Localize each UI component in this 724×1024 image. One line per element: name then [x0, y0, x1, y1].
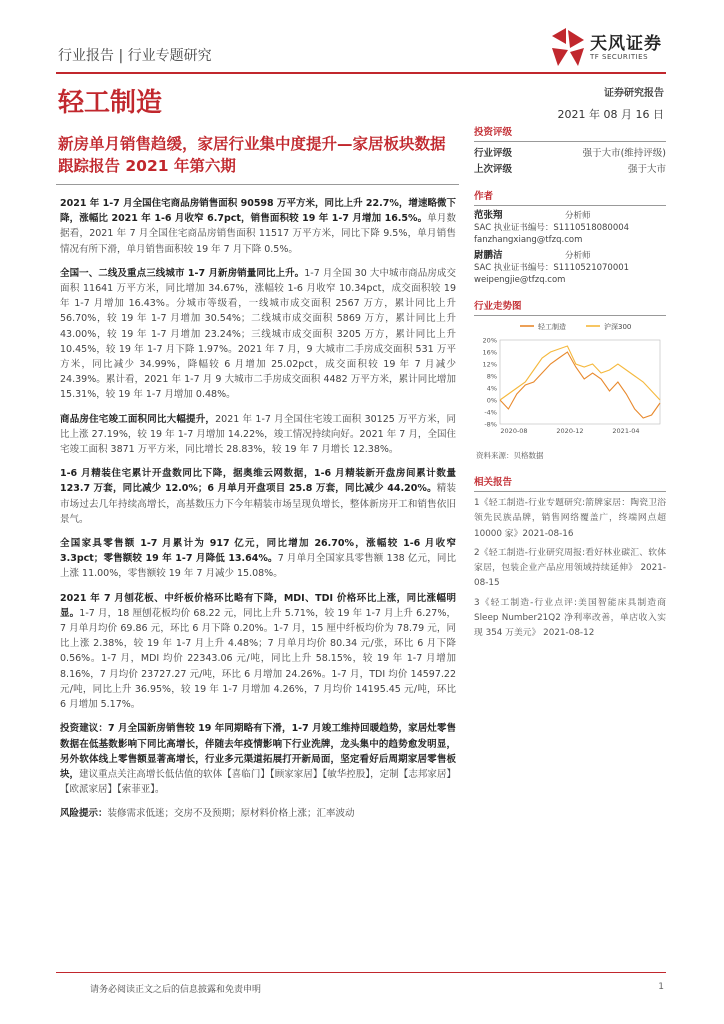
chart-source: 资料来源：贝格数据: [476, 451, 544, 460]
related-report-item[interactable]: 2《轻工制造-行业研究周报:看好林业碳汇、软体家居，包装企业产品应用领域持续延伸》 2021-08-15: [474, 547, 666, 589]
city-sales-paragraph: 全国一、二线及重点三线城市 1-7 月新房销量同比上升。1-7 月全国 30 大中城市商品房成交面积 11641 万平方米，同比增加 34.67%，涨幅较 1-6 月收窄 10.34pct，成交面积较 19 年 1-7 月增加 16.43%。分城市等级看，一线城市成交面积 2567 万方，累计同比上升 56.70%，较 19 年 1-7 月增加 30.54%；二线城市成交面积 5869 万方，累计同比上升 43.00%，较 19 年 1-7 月增加 23.24%；三线城市成交面积 3205 万方，累计同比上升 10.45%，较 19 年 1-7 月下降 1.97%。2021 年 7 月，9 大城市二手房成交面积 531 万平方米，同比减少 34.99%，降幅较 6 月增加 25.02pct，成交面积较 19 年 7 月减少 24.39%。累计看，2021 年 1-7 月 9 大城市二手房成交面积 4482 万平方米，累计同比增加 15.31%，较 19 年 1-7 月增加 0.48%。: [60, 267, 456, 401]
furniture-retail-paragraph: 全国家具零售额 1-7 月累计为 917 亿元，同比增加 26.70%，涨幅较 1-6 月收窄 3.3pct；零售额较 19 年 1-7 月降低 13.64%。7 月单月全国家具零售额 138 亿元，同比上涨 11.00%，零售额较 19 年 7 月减少 15.08%。: [60, 538, 456, 580]
rating-row-industry: [474, 146, 666, 162]
risk-warning: 风险提示：装修需求低迷；交房不及预期；原材料价格上涨；汇率波动: [60, 808, 355, 820]
trend-chart: [474, 314, 666, 438]
investment-advice-paragraph: 投资建议：7 月全国新房销售较 19 年同期略有下滑，1-7 月竣工维持回暖趋势，家居灶零售数据在低基数影响下同比高增长，伴随去年疫情影响下行业洗牌，龙头集中的趋势愈发明显，另外软体线上零售额显著高增长，行业多元渠道拓展打开新局面，坚定看好后周期家居零售板块，建议重点关注高增长低估值的软体【喜临门】【顾家家居】【敏华控股】，定制【志邦家居】【欧派家居】【索菲亚】。: [60, 723, 456, 796]
footer-rule: [56, 972, 666, 973]
analyst-email[interactable]: fanzhangxiang@tfzq.com: [474, 235, 583, 245]
logo-text-cn: 天风证券: [590, 34, 662, 54]
x-tick-label: 2020-12: [556, 427, 584, 435]
y-tick-label: 4%: [486, 384, 497, 393]
rating-row-previous: [474, 162, 666, 178]
main-body: [60, 196, 456, 831]
raw-material-paragraph: 2021 年 7 月刨花板、中纤板价格环比略有下降，MDI、TDI 价格环比上涨，同比涨幅明显。1-7 月，18 厘刨花板均价 68.22 元，同比上升 5.71%，较 19 年 1-7 月上升 6.27%，7 月单月均价 69.86 元，环比 6 月下降 0.20%。1-7 月，15 厘中纤板均价为 78.79 元，同比上涨 2.38%，较 19 年 1-7 月上升 4.48%；7 月单月均价 80.34 元/张，环比 6 月下降 0.56%。1-7 月，MDI 均价 22343.06 元/吨，同比上升 58.15%，较 19 年 1-7 月增加 8.16%，7 月均价 23727.27 元/吨，环比 6 月增加 24.26%。1-7 月，TDI 均价 14597.22 元/吨，同比上升 36.95%，较 19 年 1-7 月增加 4.26%，7 月均价 14195.45 元/吨，环比 6 月增加 5.17%。: [60, 592, 456, 711]
legend-label: 轻工制造: [538, 323, 566, 331]
analyst-role: 分析师: [565, 211, 591, 221]
y-tick-label: -8%: [484, 420, 497, 429]
related-heading: 相关报告: [474, 474, 666, 492]
rating-label: 上次评级: [474, 164, 513, 175]
chart-plot-area: [500, 340, 660, 424]
analyst-entry: [474, 210, 666, 246]
x-tick-label: 2020-08: [500, 427, 528, 435]
report-category: 行业报告 | 行业专题研究: [58, 48, 212, 64]
y-tick-label: 16%: [482, 348, 497, 357]
page-number: 1: [658, 982, 664, 992]
rating-heading: 投资评级: [474, 124, 666, 142]
analyst-name: 尉鹏洁: [474, 250, 503, 261]
related-report-item[interactable]: 1《轻工制造-行业专题研究:箭牌家居：陶瓷卫浴领先民族品牌，销售网络覆盖广，终端网点超 10000 家》2021-08-16: [474, 498, 666, 539]
rating-value: 强于大市: [627, 164, 666, 175]
analyst-entry: [474, 250, 666, 286]
trend-heading: 行业走势图: [474, 298, 666, 316]
y-tick-label: 0%: [486, 396, 497, 405]
y-tick-label: 20%: [482, 336, 497, 345]
title-rule: [56, 184, 459, 185]
related-report-item[interactable]: 3《轻工制造-行业点评:美国智能床具制造商 Sleep Number21Q2 净利率改善，单店收入实现 354 万美元》 2021-08-12: [474, 597, 666, 639]
series-line: [500, 352, 660, 418]
logo-text-en: TF SECURITIES: [590, 53, 649, 61]
trend-chart-svg: [474, 314, 666, 438]
related-block: [474, 474, 666, 646]
report-title: 新房单月销售趋缓，家居行业集中度提升—家居板块数据跟踪报告 2021 年第六期: [58, 135, 446, 175]
rating-label: 行业评级: [474, 148, 513, 159]
y-tick-label: 12%: [482, 360, 497, 369]
rating-value: 强于大市(维持评级): [582, 148, 666, 159]
report-date: 2021 年 08 月 16 日: [557, 108, 664, 121]
report-type: 证券研究报告: [604, 88, 664, 99]
analyst-sac: SAC 执业证书编号：S1110518080004: [474, 223, 630, 233]
x-tick-label: 2021-04: [612, 427, 640, 435]
y-tick-label: 8%: [486, 372, 497, 381]
logo-mark-icon: [548, 26, 588, 70]
y-tick-label: -4%: [484, 408, 497, 417]
analyst-role: 分析师: [565, 251, 591, 261]
footer-disclaimer: 请务必阅读正文之后的信息披露和免责申明: [90, 985, 262, 995]
analyst-email[interactable]: weipengjie@tfzq.com: [474, 275, 566, 285]
header-rule: [56, 72, 666, 74]
author-heading: 作者: [474, 188, 666, 206]
company-logo: [548, 26, 678, 70]
rating-block: [474, 124, 666, 178]
decorated-housing-paragraph: 1-6 月精装住宅累计开盘数同比下降，据奥维云网数据，1-6 月精装新开盘房间累计数量 123.7 万套，同比减少 12.0%；6 月单月开盘项目 25.8 万套，同比减少 44.20%。精装市场过去几年持续高增长，高基数压力下今年精装市场呈现负增长，整体新房开工和销售依旧景气。: [60, 468, 456, 525]
analyst-sac: SAC 执业证书编号：S1110521070001: [474, 263, 630, 273]
completion-paragraph: 商品房住宅竣工面积同比大幅提升，2021 年 1-7 月全国住宅竣工面积 30125 万平方米，同比上涨 27.19%，较 19 年 1-7 月增加 14.22%，竣工情况持续向好。2021 年 7 月，全国住宅竣工面积 3871 万平方米，同比增长 28.83%，较 19 年 7 月增长 12.38%。: [60, 413, 456, 456]
summary-paragraph: 2021 年 1-7 月全国住宅商品房销售面积 90598 万平方米，同比上升 22.7%，增速略微下降，涨幅比 2021 年 1-6 月收窄 6.7pct，销售面积较 19 年 1-7 月增加 16.5%。单月数据看，2021 年 7 月全国住宅商品房销售面积 11517 万平方米，同比下降 9.5%，单月销售情况有所下滑，单月销售面积较 19 年 7 月下降 0.5%。: [60, 198, 456, 255]
author-block: [474, 188, 666, 290]
industry-name: 轻工制造: [58, 88, 163, 118]
legend-label: 沪深300: [604, 323, 632, 331]
analyst-name: 范张翔: [474, 210, 503, 221]
